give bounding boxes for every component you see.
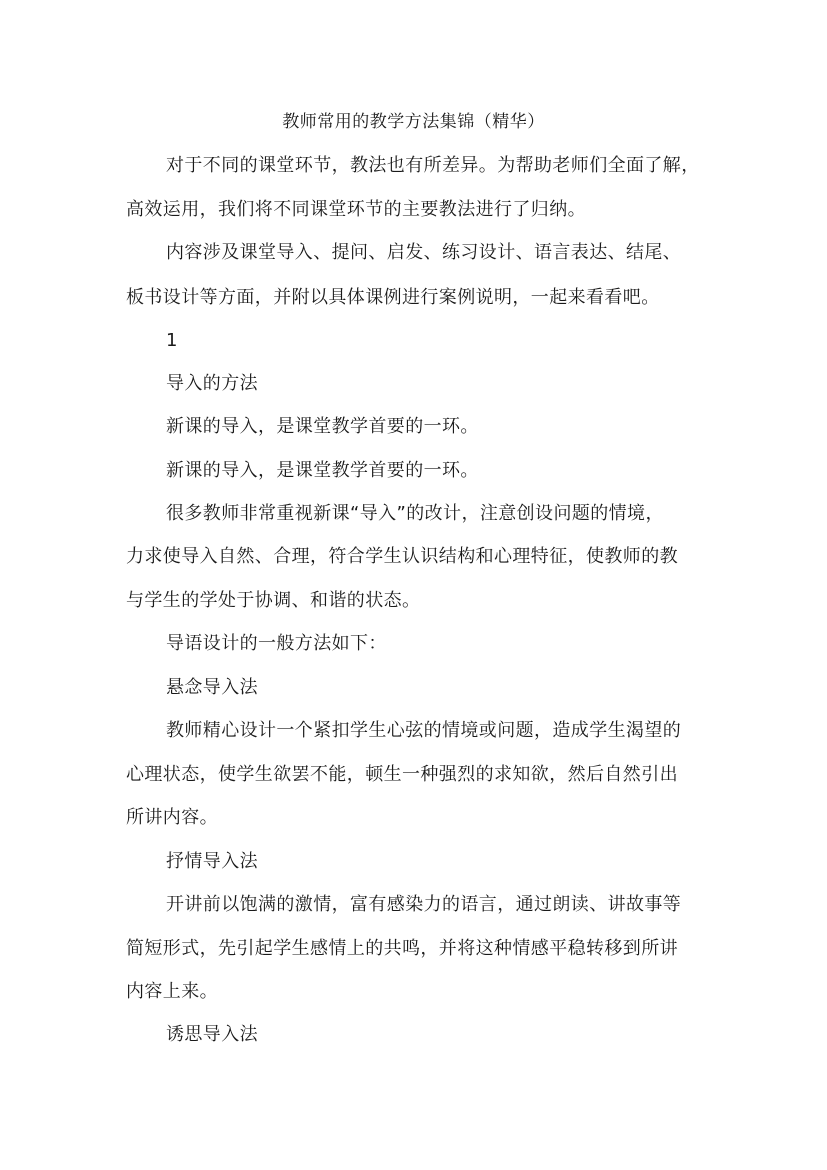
- paragraph-line: 新课的导入，是课堂教学首要的一环。: [166, 460, 479, 481]
- document-title: 教师常用的教学方法集锦（精华）: [282, 112, 545, 132]
- paragraph-line: 所讲内容。: [126, 807, 218, 828]
- paragraph-line: 新课的导入，是课堂教学首要的一环。: [166, 416, 479, 437]
- paragraph-scope-line-1: 内容涉及课堂导入、提问、启发、练习设计、语言表达、结尾、: [166, 242, 682, 263]
- paragraph-line: 简短形式，先引起学生感情上的共鸣，并将这种情感平稳转移到所讲: [126, 938, 678, 959]
- paragraph-line: 内容上来。: [126, 981, 218, 1002]
- paragraph-line: 与学生的学处于协调、和谐的状态。: [126, 590, 421, 611]
- paragraph-scope-line-2: 板书设计等方面，并附以具体课例进行案例说明，一起来看看吧。: [126, 287, 660, 308]
- paragraph-line: 力求使导入自然、合理，符合学生认识结构和心理特征，使教师的教: [126, 546, 678, 567]
- subheading-lyrical: 抒情导入法: [166, 851, 258, 872]
- paragraph-line: 开讲前以饱满的激情，富有感染力的语言，通过朗读、讲故事等: [166, 894, 682, 915]
- section-number: 1: [166, 330, 178, 351]
- section-heading: 导入的方法: [166, 373, 258, 394]
- paragraph-line: 导语设计的一般方法如下：: [166, 633, 387, 654]
- paragraph-intro-line-2: 高效运用，我们将不同课堂环节的主要教法进行了归纳。: [126, 199, 586, 220]
- paragraph-line: 教师精心设计一个紧扣学生心弦的情境或问题，造成学生渴望的: [166, 720, 682, 741]
- subheading-inspire: 诱思导入法: [166, 1024, 258, 1045]
- paragraph-line: 很多教师非常重视新课“导入”的改计，注意创设问题的情境，: [166, 503, 664, 524]
- subheading-suspense: 悬念导入法: [166, 677, 258, 698]
- paragraph-intro-line-1: 对于不同的课堂环节，教法也有所差异。为帮助老师们全面了解，: [166, 155, 700, 176]
- paragraph-line: 心理状态，使学生欲罢不能，顿生一种强烈的求知欲，然后自然引出: [126, 764, 678, 785]
